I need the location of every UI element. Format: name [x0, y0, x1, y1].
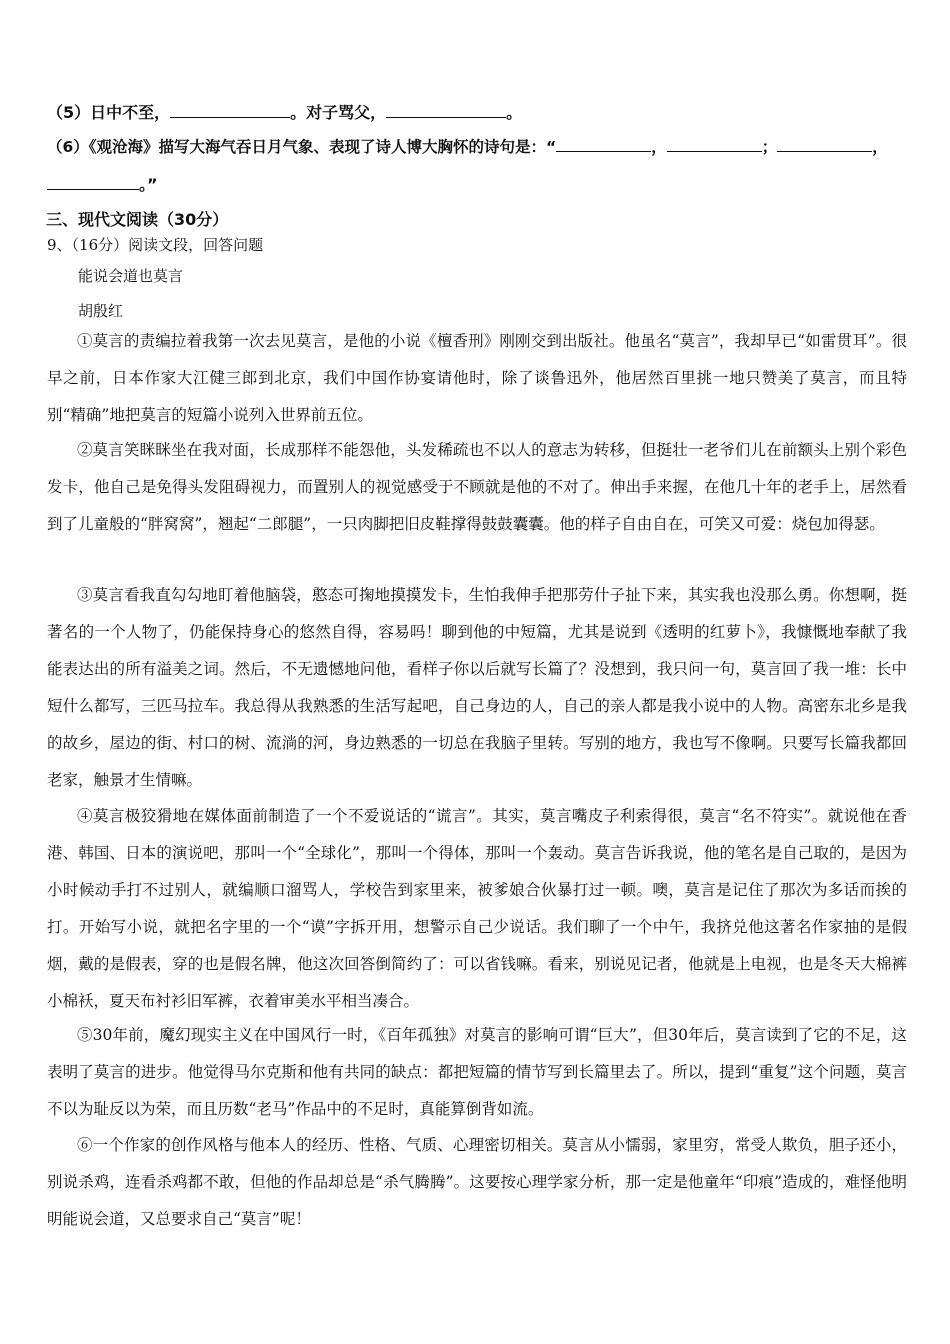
item6-sep2: ； — [761, 138, 778, 156]
answer-blank — [47, 173, 139, 190]
paragraph-5: ⑤30年前，魔幻现实主义在中国风行一时，《百年孤独》对莫言的影响可谓“巨大”，但30年后，莫言读到了它的不足，这表明了莫言的进步。他觉得马尔克斯和他有共同的缺点：都把短篇的情节写到长篇里去了。所以，提到“重复”这个问题，莫言不以为耻反以为荣，而且历数“老马”作品中的不足时，真能算倒背如流。 — [47, 1026, 907, 1118]
fill-item-6-line1 — [47, 135, 888, 157]
paragraph-2: ②莫言笑眯眯坐在我对面，长成那样不能怨他，头发稀疏也不以人的意志为转移，但挺壮一老爷们儿在前额头上别个彩色发卡，他自己是免得头发阻碍视力，而置别人的视觉感受于不顾就是他的不对了。伸出手来握，在他几十年的老手上，居然看到了儿童般的“胖窝窝”，翘起“二郎腿”，一只肉脚把旧皮鞋撑得鼓鼓囊囊。他的样子自由自在，可笑又可爱：烧包加得瑟。 — [47, 441, 907, 533]
paragraph-1: ①莫言的责编拉着我第一次去见莫言，是他的小说《檀香刑》刚刚交到出版社。他虽名“莫言”，我却早已“如雷贯耳”。很早之前，日本作家大江健三郎到北京，我们中国作协宴请他时，除了谈鲁迅外，他居然百里挑一地只赞美了莫言，而且特别“精确”地把莫言的短篇小说列入世界前五位。 — [47, 332, 907, 424]
section-title: 三、现代文阅读（30分） — [46, 210, 229, 229]
answer-blank — [170, 101, 290, 118]
fill-item-6-line2 — [47, 172, 158, 195]
answer-blank — [777, 135, 872, 152]
answer-blank — [667, 135, 762, 152]
item5-label: （5）日中不至， — [47, 103, 171, 122]
article-author: 胡殷红 — [78, 302, 124, 320]
item5-mid: 。对子骂父， — [290, 103, 387, 122]
question-9-heading: 9、（16分）阅读文段，回答问题 — [47, 236, 264, 254]
paragraph-4: ④莫言极狡猾地在媒体面前制造了一个不爱说话的“谎言”。其实，莫言嘴皮子利索得很，莫言“名不符实”。就说他在香港、韩国、日本的演说吧，那叫一个“全球化”，那叫一个得体，那叫一个轰动。莫言告诉我说，他的笔名是自己取的，是因为小时候动手打不过别人，就编顺口溜骂人，学校告到家里来，被爹娘合伙暴打过一顿。噢，莫言是记住了那次为多话而挨的打。开始写小说，就把名字里的一个“谟”字拆开用，想警示自己少说话。我们聊了一个中午，我挤兑他这著名作家抽的是假烟，戴的是假表，穿的也是假名牌，他这次回答倒简约了：可以省钱嘛。看来，别说见记者，他就是上电视，也是冬天大棉裤小棉袄，夏天布衬衫旧军裤，衣着审美水平相当凑合。 — [47, 807, 907, 1010]
item6-sep3: ， — [872, 138, 888, 156]
item6-sep1: ， — [651, 138, 667, 156]
item6-text: （6）《观沧海》描写大海气吞日月气象、表现了诗人博大胸怀的诗句是：“ — [47, 138, 557, 156]
paragraph-6: ⑥一个作家的创作风格与他本人的经历、性格、气质、心理密切相关。莫言从小懦弱，家里穷，常受人欺负，胆子还小，别说杀鸡，连看杀鸡都不敢，但他的作品却总是“杀气腾腾”。这要按心理学家分析，那一定是他童年“印痕”造成的，难怪他明明能说会道，又总要求自己“莫言”呢！ — [47, 1136, 907, 1228]
paragraph-3: ③莫言看我直勾勾地盯着他脑袋，憨态可掬地摸摸发卡，生怕我伸手把那劳什子扯下来，其实我也没那么勇。你想啊，挺著名的一个人物了，仍能保持身心的悠然自得，容易吗！聊到他的中短篇，尤其是说到《透明的红萝卜》，我慷慨地奉献了我能表达出的所有溢美之词。然后，不无遗憾地问他，看样子你以后就写长篇了？没想到，我只问一句，莫言回了我一堆：长中短什么都写，三匹马拉车。我总得从我熟悉的生活写起吧，自己身边的人，自己的亲人都是我小说中的人物。高密东北乡是我的故乡，屋边的街、村口的树、流淌的河，身边熟悉的一切总在我脑子里转。写别的地方，我也写不像啊。只要写长篇我都回老家，触景才生情嘛。 — [47, 586, 907, 789]
answer-blank — [386, 101, 506, 118]
fill-item-5 — [47, 100, 522, 123]
item6-end: 。” — [139, 175, 158, 194]
article-title: 能说会道也莫言 — [78, 267, 184, 285]
answer-blank — [556, 135, 651, 152]
item5-end: 。 — [506, 103, 523, 122]
